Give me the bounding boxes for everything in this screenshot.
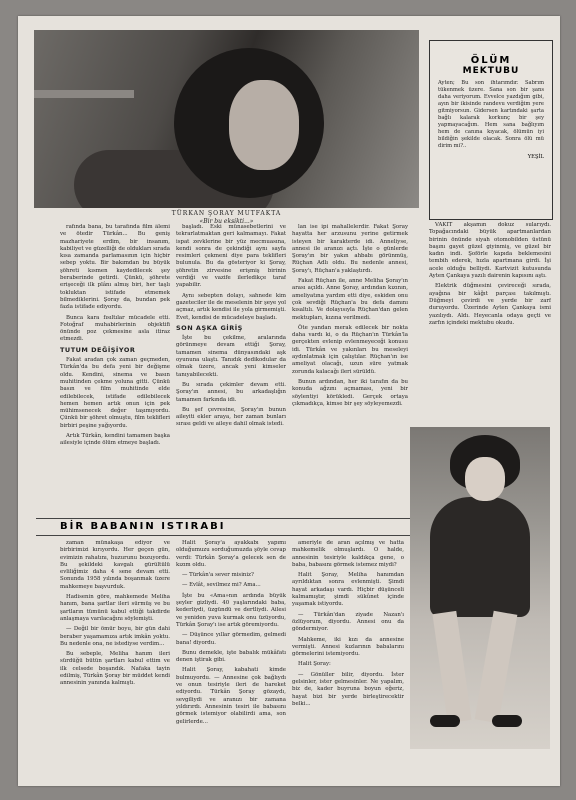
paragraph: lan ise ipi mahallelerdir. Fakat Şoray hayatta her arzusunu yerine getirmek isteyen bir karakterde idi. Anneliyse, annesi ile aranızı açtı. İşte o günlerde Şoray'ın bir yakın ahbabı görünmüş, Rüçhan Adlı oldu. Bu nedenle annesi, Şoray'ı, Rüçhan'a yaklaştırdı. [292,224,408,274]
leg-shape [475,611,518,723]
paragraph: — Gönüller bilir, diyordu. İster gelsinler, ister gelmesinler. Ne yapalım, biz de, kader buyruna boyun eğeriz, hayat bizi bir yerde birleştirecektir belki... [292,671,404,707]
paragraph: — Türkân'a sever misiniz? [182,572,254,579]
paragraph: Bu sırada çekimler devam etti. Şoray'ın annesi, bu arkadaşlığın tamamen farkında idi. [176,381,286,403]
dress-shape [430,497,530,617]
paragraph: Fakat aradan çok zaman geçmeden, Türkân'da bu defa yeni bir değişme oldu. Kendini, sinema ve basın muhitinden çekme yoluna gitti. Çünkü basın ve film muhitinde elde edilebilecek, istifade edilebilecek hemen hemen artık onun için pek mühimsenecek değer taşımıyordu. Çünkü bir şöhret olmuştu, film teklifleri birbiri peşine yağıyordu. [60,357,170,429]
paragraph: — Evlât, sevilmez mi? Ama... [182,582,261,589]
section-banner: BİR BABANIN ISTIRABI [36,518,430,536]
paragraph: Bu sebeple, Meliha hanım ileri sürdüğü bütün şartları kabul ettim ve ilk celsede boşandık. Nafaka tayin edilmiş, Türkân Şoray bir müddet kendi annesinin yanında kalmıştı. [60,651,170,687]
paragraph: Halit Şoray'a ayakkabı yapımı olduğumuzu sorduğumuzda şöyle cevap verdi: Türkân Şoray'a gelecek sen de kızım oldu. [176,540,286,568]
article-column-4 [429,222,551,422]
paragraph: — Türkân'dan ziyade Nazan'ı özlüyorum, diyordu. Annesi onu da göndermiyor. [292,611,404,633]
kitchen-photo [34,30,419,208]
sidebox-signature: YEŞİL [527,154,544,160]
face-shape [465,457,505,501]
bottom-column-2 [176,540,286,745]
caption-subtitle: «Bir bu eksikti...» [199,218,254,225]
article-column-1 [60,224,170,514]
face-shape [229,80,299,170]
paragraph: Aynı sebepten dolayı, sahnede kim gazeteciler ile de meselenin bir şeye yol açmaz, artık kendisi ile yola girmemişti. Evet, kendisi de mücadeleye başladı. [176,292,286,321]
sidebox-title-line1: ÖLÜM [470,55,512,66]
paragraph: Fakat Rüçhan ile, anne Meliha Şoray'ın arası açıldı. Anne Şoray, ardından kızının, ameliyatına yardım etti diye, eskiden onu çok sevdiği Rüçhan'a bu defa damını kısaltılı. Ve dolayısıyla Rüçhan'dan gelen mektupları, kızına verilmedi. [292,278,408,321]
paragraph: İşte bu çekilme, aralarında görünmeye devam ettiği Şoray, tamamen sinema dünyasındaki aşk oyununa ulaştı. Tanıdık dedikodular da olmak üzere, ancak yeni kimseler tanıyabilecekti. [176,335,286,378]
sidebox-title-line2: MEKTUBU [462,66,520,76]
paragraph: Halit Şoray, Meliha hanımdan ayrıldıktan sonra evlenmişti. Şimdi hayat arkadaşı vardı. Hiçbir düşünceli kalmamıştır, şimdi sükûnet içinde yaşamak istiyordu. [292,572,404,608]
paragraph: Bunu demekle, işte babalık mükâfatı denen iştirak gibi. [176,649,286,664]
subheading: SON AŞKA GİRİŞ [176,323,243,332]
paragraph: — Değil bir ömür boyu, bir gün dahi beraber yaşamamıza artık imkân yoktu. Bu nedenle ona, ne istediyse verdim... [60,626,170,647]
paragraph: Hadisenin göre, mahkemede Meliha hanım, bana şartlar ileri sürmüş ve bu şartların tümünü kabul ettiği takdirde anlaşmaya varılacağını söylemişti. [60,594,170,622]
bottom-column-1 [60,540,170,745]
paragraph: Bu şef çevresine, Şoray'ın bunun aileyiti ekler araya, her zaman bunları sırası geldi ve aileye dahil olmak istedi. [176,406,286,428]
paragraph: başladı. Eski münasebetlerini ve tekrarlatmaktan geri kalmamayı. Fakat ispat zevklerine bir yüz mecmuasına, kendi sonra de çekindiği aynı sayfa resimleri çekmeni diye para teklifleri bulunula. Bu da gösteriyor ki Şoray, şöhretin zirvesine erişmiş birinin verdiği ve vazife ilerledikçe taraf yapabilir. [176,224,286,289]
paragraph: Bunun ardından, her iki tarafın da bu konuda ağzını açmaması, yeni bir söylentiyi körükledi. Gerçek ortaya çıkmadıkça, kimse bir şey söyleyemezdi. [292,378,408,407]
paragraph: Halit Şoray: [298,661,331,668]
article-column-3 [292,224,408,514]
paragraph: Mahkeme, iki kızı da annesine vermişti. Annesi kızlarının babalarını görmelerini istemiyordu. [292,636,404,658]
paragraph: Artık Türkân, kendini tamamen başka ailesiyle içinde ölüm etmeye başladı. [60,433,170,447]
leg-shape [432,611,471,723]
standing-woman-photo [410,427,550,749]
paragraph: — Düşünce yıllar görmedim, gelmedi bana! diyordu. [176,632,286,646]
bottom-column-3 [292,540,404,745]
shoe-shape [492,715,522,727]
sidebox-body: Ayten; Bu son ihtarımdır. Sabrım tükenmek üzere. Sana son bir şans daha veriyorum. Evvelce yazdığım gibi, ayın bir ikisinde randevu verdiğim yere gitmiyorsun. Gidersen kartındaki şarta bağlı kalarak korkunç bir şey yapmayacağım. Hem sana bağlıyım hem de canına kıyacak, ölümün iyi bildiğin şekilde olacak. Sonra ölü mü dirim mi?.. [438,80,544,149]
paragraph: zaman münakaşa ediyor ve birbirimizi kırıyordu. Her geçen gün, evimizin rahatını, huzurunu bozuyordu. Bu şekildeki kavgalı gürültülü evliliğimiz daha 4 sene devam etti. Sonunda 1958 yılında boşanmak üzere mahkemeye başvurduk. [60,540,170,590]
kitchen-shelf [34,90,134,98]
death-letter-box [429,40,553,220]
caption-title: TÜRKAN ŞORAY MUTFAKTA [171,210,282,217]
paragraph: rafında bana, bu tarafında film âlemi ve ötedir Türkân... Bu geniş mazhariyete erdim, bir insanım, kabiliyet ve güzelliği de oldukları sırada kısa zamanda parlamasının için hiçbir sebep yoktu. Bir bakımdan bu büyük şöhreti kısmen kaydedilecek şey beraberinde getirdi. Çünkü, şöhrete erişeceği ilk plânı almış biri, her taşlı tokluktan istifade etmemek bilmediklerini. Şoray da, bundan pek fazla istifade ediyordu. [60,224,170,311]
paragraph: Halit Şoray, kabahati kimde bulmuyordu. — Annesine çok bağlıydı ve onun tesiriyle ileri de hareket ediyordu. Türkân Şoray gözaydı, sevgiliydi ve aranızı bir zamana yıldırırdı. Annesinin tesiri ile babasını görmek istemiyor olabilirdi ama, son gelirlerde... [176,667,286,725]
paragraph: Öte yandan merak edilecek bir nokta daha vardı ki, o da Rüçhan'ın Türkân'la gerçekten evlenip evlenmeyeceği konusu idi. Türkân ve yakınları bu meseleyi aydınlatmak için çalıştılar. Rüçhan'ın ise ameliyat olacağı, uzun süre yatmak zorunda kalacağı ileri sürüldü. [292,324,408,375]
subheading: TUTUM DEĞİŞİYOR [60,345,136,354]
article-column-2 [176,224,286,514]
paragraph: ameriyle de aran açılmış ve hatta mahkemelik olmuşlardı. O halde, annesinin tesiriyle kaldıkça gene, o baba, babasını görmek istemez miydi? [292,540,404,568]
paragraph: Bunca kara fısıltılar mücadele etti. Fotoğraf muhabirlerinin objektifi önünde poz çekmesine asla itiraz etmezdi. [60,314,170,343]
shoe-shape [430,715,460,727]
paragraph: İşte bu «Ama»nın ardında büyük şeyler gizliydi. 40 yaşlarındaki baba, kederliydi, üzgündü ve dertliydi. Ailesi ve yeniden yuva kurmak onu üzüyordu, Türkân Şoray'ı ise artık göremiyordu. [176,592,286,628]
paragraph: VAKIT akşamın dokuz sularıydı. Topağacındaki büyük apartmanlardan birinin önünde siyah otomobilden üstünü başını gayet güzel giyinmiş, ve güzel bir kadın indi. Şoförle kapıda beklemesini tembih ederek, hızla apartmana girdi. İşi acele olduğu belliydi. Kartvizit kutusunda Ayten Çankaya yazılı dairenin kapısını aştı. [429,222,551,280]
paragraph: Elektrik düğmesini çevireceği sırada, ayağına bir kâğıt parçası takılmıştı. Düğmeyi çevirdi ve yerde bir zarf duruyordu. Üzerinde Ayten Çankaya ismi yazılıydı. Aldı. Heyecanla odaya geçti ve zarfın içindeki mektubu okudu. [429,283,551,326]
